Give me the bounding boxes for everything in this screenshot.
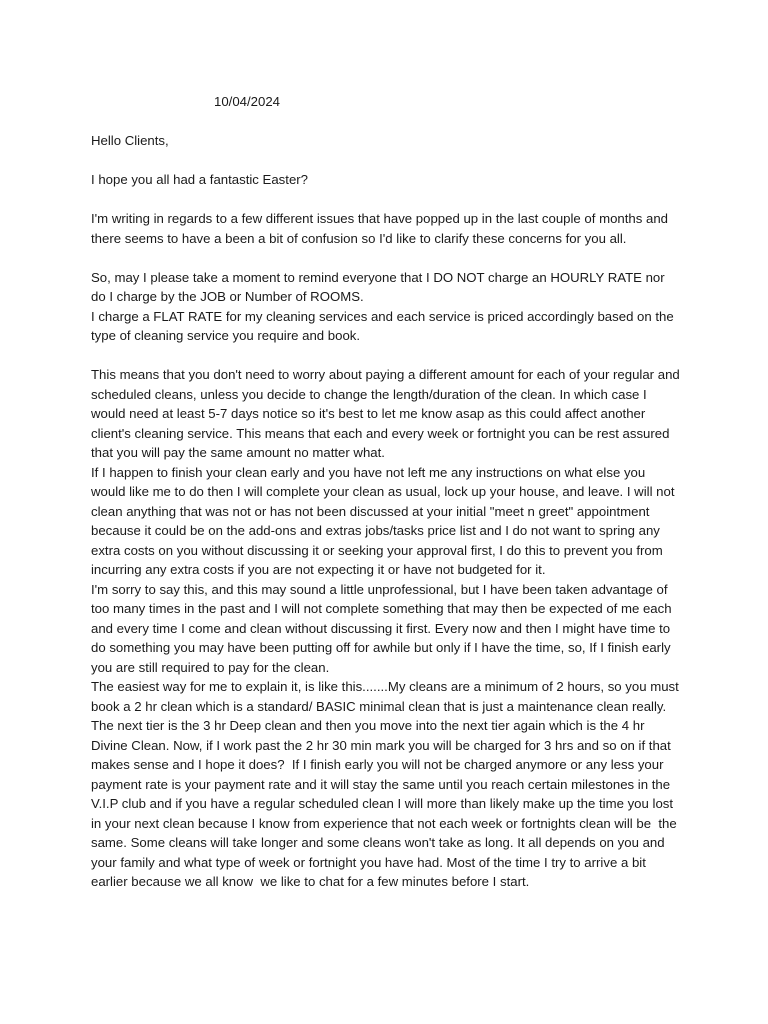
paragraph-finish-early: If I happen to finish your clean early and you have not left me any instructions on what else you would like me to do then I will complete your clean as usual, lock up your house, and leave. I will not clean anything that was not or has not been discussed at your initial "meet n greet" appointment because it could be on the add-ons and extras jobs/tasks price list and I do not want to spring any extra costs on you without discussing it or seeking your approval first, I do this to prevent you from incurring any extra costs if you are not expecting it or have not budgeted for it. xyxy=(91,464,679,577)
blank-line xyxy=(91,346,681,366)
paragraph-easter: I hope you all had a fantastic Easter? xyxy=(91,172,309,187)
blank-line xyxy=(91,151,681,171)
paragraph-intro: I'm writing in regards to a few different issues that have popped up in the last couple of months and there seems to have a been a bit of confusion so I'd like to clarify these concerns for you all. xyxy=(91,211,672,246)
blank-line xyxy=(91,248,681,268)
letter-date: 10/04/2024 xyxy=(214,94,281,109)
paragraph-no-hourly-rate: So, may I please take a moment to remind everyone that I DO NOT charge an HOURLY RATE nor do I charge by the JOB or Number of ROOMS. xyxy=(91,269,669,304)
letter-greeting: Hello Clients, xyxy=(91,133,169,148)
blank-line xyxy=(91,112,681,132)
paragraph-same-amount: This means that you don't need to worry about paying a different amount for each of your regular and scheduled cleans, unless you decide to change the length/duration of the clean. In which case I would need at least 5-7 days notice so it's best to let me know asap as this could affect another client's cleaning service. This means that each and every week or fortnight you can be rest assured that you will pay the same amount no matter what. xyxy=(91,367,684,460)
blank-line xyxy=(91,190,681,210)
paragraph-taken-advantage: I'm sorry to say this, and this may sound a little unprofessional, but I have been taken advantage of too many times in the past and I will not complete something that may then be expected of me each and every time I come and clean without discussing it first. Every now and then I might have time to do something you may have been putting off for awhile but only if I have the time, so, If I finish early you are still required to pay for the clean. xyxy=(91,581,676,675)
letter-body xyxy=(91,92,684,892)
paragraph-flat-rate: I charge a FLAT RATE for my cleaning services and each service is priced accordingly based on the type of cleaning service you require and book. xyxy=(91,308,678,343)
paragraph-explanation: The easiest way for me to explain it, is like this.......My cleans are a minimum of 2 hours, so you must book a 2 hr clean which is a standard/ BASIC minimal clean that is just a maintenance clean really. The next tier is the 3 hr Deep clean and then you move into the next tier again which is the 4 hr Divine Clean. Now, if I work past the 2 hr 30 min mark you will be charged for 3 hrs and so on if that makes sense and I hope it does? If I finish early you will not be charged anymore or any less your payment rate is your payment rate and it will stay the same until you reach certain milestones in the V.I.P club and if you have a regular scheduled clean I will more than likely make up the time you lost in your next clean because I know from experience that not each week or fortnights clean will be the same. Some cleans will take longer and some cleans won't take as long. It all depends on you and your family and what type of week or fortnight you have had. Most of the time I try to arrive a bit earlier because we all know we like to chat for a few minutes before I start. xyxy=(91,679,683,889)
